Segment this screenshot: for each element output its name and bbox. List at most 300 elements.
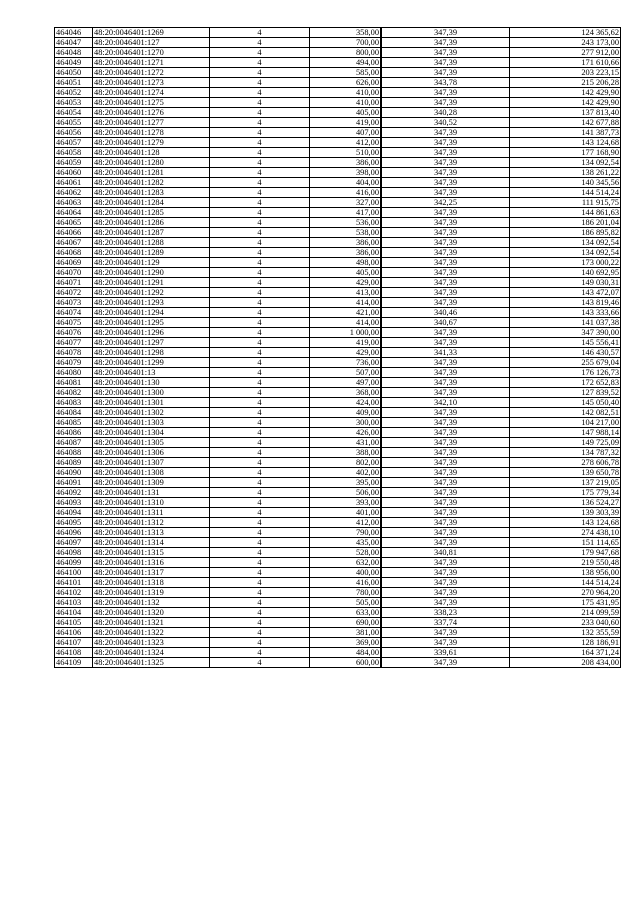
category-cell: 4	[210, 448, 310, 458]
row-number-cell: 464055	[55, 118, 93, 128]
category-cell: 4	[210, 98, 310, 108]
row-number-cell: 464083	[55, 398, 93, 408]
area-cell: 536,00	[310, 218, 381, 228]
cadastral-value-cell: 277 912,00	[510, 48, 621, 58]
category-cell: 4	[210, 368, 310, 378]
cadastral-number-cell: 48:20:0046401:1282	[93, 178, 210, 188]
rate-cell: 347,39	[382, 408, 510, 418]
cadastral-value-cell: 145 556,41	[510, 338, 621, 348]
cadastral-value-cell: 144 861,63	[510, 208, 621, 218]
cadastral-number-cell: 48:20:0046401:1286	[93, 218, 210, 228]
rate-cell: 347,39	[382, 28, 510, 38]
rate-cell: 347,39	[382, 158, 510, 168]
category-cell: 4	[210, 418, 310, 428]
category-cell: 4	[210, 218, 310, 228]
row-number-cell: 464090	[55, 468, 93, 478]
table-row	[55, 98, 621, 108]
rate-cell: 342,25	[382, 198, 510, 208]
row-number-cell: 464048	[55, 48, 93, 58]
row-number-cell: 464082	[55, 388, 93, 398]
rate-cell: 341,33	[382, 348, 510, 358]
cadastral-number-cell: 48:20:0046401:1312	[93, 518, 210, 528]
cadastral-number-cell: 48:20:0046401:1280	[93, 158, 210, 168]
table-row	[55, 428, 621, 438]
category-cell: 4	[210, 468, 310, 478]
area-cell: 497,00	[310, 378, 381, 388]
row-number-cell: 464069	[55, 258, 93, 268]
cadastral-value-cell: 138 261,22	[510, 168, 621, 178]
row-number-cell: 464071	[55, 278, 93, 288]
category-cell: 4	[210, 228, 310, 238]
area-cell: 510,00	[310, 148, 381, 158]
table-row	[55, 118, 621, 128]
cadastral-number-cell: 48:20:0046401:1277	[93, 118, 210, 128]
area-cell: 413,00	[310, 288, 381, 298]
cadastral-value-cell: 142 082,51	[510, 408, 621, 418]
area-cell: 800,00	[310, 48, 381, 58]
cadastral-number-cell: 48:20:0046401:128	[93, 148, 210, 158]
rate-cell: 347,39	[382, 458, 510, 468]
table-row	[55, 458, 621, 468]
row-number-cell: 464063	[55, 198, 93, 208]
cadastral-number-cell: 48:20:0046401:1301	[93, 398, 210, 408]
table-row	[55, 438, 621, 448]
row-number-cell: 464078	[55, 348, 93, 358]
category-cell: 4	[210, 48, 310, 58]
category-cell: 4	[210, 628, 310, 638]
area-cell: 421,00	[310, 308, 381, 318]
rate-cell: 347,39	[382, 338, 510, 348]
table-row	[55, 518, 621, 528]
area-cell: 410,00	[310, 88, 381, 98]
area-cell: 505,00	[310, 598, 381, 608]
cadastral-value-cell: 147 988,14	[510, 428, 621, 438]
row-number-cell: 464073	[55, 298, 93, 308]
cadastral-number-cell: 48:20:0046401:1320	[93, 608, 210, 618]
table-row	[55, 468, 621, 478]
table-row	[55, 48, 621, 58]
cadastral-value-cell: 134 092,54	[510, 158, 621, 168]
table-row	[55, 38, 621, 48]
cadastral-number-cell: 48:20:0046401:132	[93, 598, 210, 608]
cadastral-value-cell: 270 964,20	[510, 588, 621, 598]
area-cell: 632,00	[310, 558, 381, 568]
cadastral-number-cell: 48:20:0046401:1289	[93, 248, 210, 258]
category-cell: 4	[210, 568, 310, 578]
table-row	[55, 328, 621, 338]
cadastral-value-cell: 164 371,24	[510, 648, 621, 658]
cadastral-value-cell: 141 387,73	[510, 128, 621, 138]
category-cell: 4	[210, 308, 310, 318]
row-number-cell: 464091	[55, 478, 93, 488]
cadastral-number-cell: 48:20:0046401:13	[93, 368, 210, 378]
row-number-cell: 464079	[55, 358, 93, 368]
category-cell: 4	[210, 378, 310, 388]
row-number-cell: 464067	[55, 238, 93, 248]
category-cell: 4	[210, 268, 310, 278]
cadastral-number-cell: 48:20:0046401:1297	[93, 338, 210, 348]
row-number-cell: 464074	[55, 308, 93, 318]
table-row	[55, 448, 621, 458]
cadastral-number-cell: 48:20:0046401:129	[93, 258, 210, 268]
cadastral-number-cell: 48:20:0046401:1278	[93, 128, 210, 138]
row-number-cell: 464076	[55, 328, 93, 338]
cadastral-value-cell: 151 114,65	[510, 538, 621, 548]
cadastral-value-cell: 255 679,04	[510, 358, 621, 368]
cadastral-value-cell: 139 303,39	[510, 508, 621, 518]
rate-cell: 347,39	[382, 508, 510, 518]
table-row	[55, 628, 621, 638]
table-row	[55, 488, 621, 498]
rate-cell: 337,74	[382, 618, 510, 628]
category-cell: 4	[210, 438, 310, 448]
cadastral-number-cell: 48:20:0046401:1323	[93, 638, 210, 648]
cadastral-value-cell: 146 430,57	[510, 348, 621, 358]
cadastral-number-cell: 48:20:0046401:1322	[93, 628, 210, 638]
area-cell: 802,00	[310, 458, 381, 468]
row-number-cell: 464049	[55, 58, 93, 68]
cadastral-number-cell: 48:20:0046401:1315	[93, 548, 210, 558]
cadastral-number-cell: 48:20:0046401:1269	[93, 28, 210, 38]
cadastral-value-cell: 132 355,59	[510, 628, 621, 638]
area-cell: 484,00	[310, 648, 381, 658]
table-row	[55, 538, 621, 548]
cadastral-number-cell: 48:20:0046401:1284	[93, 198, 210, 208]
cadastral-value-cell: 143 124,68	[510, 518, 621, 528]
cadastral-value-cell: 179 947,68	[510, 548, 621, 558]
row-number-cell: 464058	[55, 148, 93, 158]
area-cell: 369,00	[310, 638, 381, 648]
cadastral-value-cell: 186 201,04	[510, 218, 621, 228]
table-row	[55, 418, 621, 428]
cadastral-value-cell: 278 606,78	[510, 458, 621, 468]
area-cell: 700,00	[310, 38, 381, 48]
cadastral-value-cell: 143 333,66	[510, 308, 621, 318]
cadastral-number-cell: 48:20:0046401:127	[93, 38, 210, 48]
rate-cell: 347,39	[382, 168, 510, 178]
row-number-cell: 464096	[55, 528, 93, 538]
category-cell: 4	[210, 608, 310, 618]
cadastral-number-cell: 48:20:0046401:1291	[93, 278, 210, 288]
row-number-cell: 464100	[55, 568, 93, 578]
area-cell: 417,00	[310, 208, 381, 218]
row-number-cell: 464066	[55, 228, 93, 238]
category-cell: 4	[210, 318, 310, 328]
category-cell: 4	[210, 508, 310, 518]
area-cell: 780,00	[310, 588, 381, 598]
cadastral-number-cell: 48:20:0046401:1321	[93, 618, 210, 628]
area-cell: 507,00	[310, 368, 381, 378]
area-cell: 386,00	[310, 248, 381, 258]
row-number-cell: 464052	[55, 88, 93, 98]
row-number-cell: 464075	[55, 318, 93, 328]
cadastral-value-cell: 347 390,00	[510, 328, 621, 338]
cadastral-number-cell: 48:20:0046401:1314	[93, 538, 210, 548]
cadastral-value-cell: 145 050,40	[510, 398, 621, 408]
cadastral-number-cell: 48:20:0046401:1324	[93, 648, 210, 658]
area-cell: 410,00	[310, 98, 381, 108]
cadastral-number-cell: 48:20:0046401:1317	[93, 568, 210, 578]
table-row	[55, 208, 621, 218]
area-cell: 435,00	[310, 538, 381, 548]
table-row	[55, 138, 621, 148]
category-cell: 4	[210, 328, 310, 338]
table-row	[55, 28, 621, 38]
cadastral-value-cell: 128 186,91	[510, 638, 621, 648]
rate-cell: 347,39	[382, 538, 510, 548]
rate-cell: 347,39	[382, 498, 510, 508]
area-cell: 426,00	[310, 428, 381, 438]
category-cell: 4	[210, 158, 310, 168]
row-number-cell: 464047	[55, 38, 93, 48]
rate-cell: 347,39	[382, 128, 510, 138]
table-row	[55, 528, 621, 538]
row-number-cell: 464097	[55, 538, 93, 548]
category-cell: 4	[210, 128, 310, 138]
cadastral-value-cell: 175 431,95	[510, 598, 621, 608]
cadastral-value-cell: 138 956,00	[510, 568, 621, 578]
row-number-cell: 464102	[55, 588, 93, 598]
area-cell: 431,00	[310, 438, 381, 448]
category-cell: 4	[210, 188, 310, 198]
category-cell: 4	[210, 58, 310, 68]
rate-cell: 347,39	[382, 368, 510, 378]
cadastral-value-cell: 104 217,00	[510, 418, 621, 428]
cadastral-value-cell: 134 092,54	[510, 238, 621, 248]
table-row	[55, 548, 621, 558]
area-cell: 412,00	[310, 138, 381, 148]
rate-cell: 347,39	[382, 98, 510, 108]
cadastral-value-cell: 149 030,31	[510, 278, 621, 288]
cadastral-number-cell: 48:20:0046401:1313	[93, 528, 210, 538]
rate-cell: 347,39	[382, 598, 510, 608]
row-number-cell: 464086	[55, 428, 93, 438]
row-number-cell: 464051	[55, 78, 93, 88]
table-row	[55, 358, 621, 368]
table-row	[55, 618, 621, 628]
cadastral-number-cell: 48:20:0046401:1279	[93, 138, 210, 148]
area-cell: 416,00	[310, 578, 381, 588]
table-row	[55, 188, 621, 198]
table-row	[55, 108, 621, 118]
cadastral-value-cell: 186 895,82	[510, 228, 621, 238]
cadastral-value-cell: 143 124,68	[510, 138, 621, 148]
area-cell: 790,00	[310, 528, 381, 538]
category-cell: 4	[210, 398, 310, 408]
row-number-cell: 464084	[55, 408, 93, 418]
category-cell: 4	[210, 538, 310, 548]
cadastral-number-cell: 48:20:0046401:1304	[93, 428, 210, 438]
cadastral-value-cell: 172 652,83	[510, 378, 621, 388]
cadastral-value-cell: 243 173,00	[510, 38, 621, 48]
category-cell: 4	[210, 548, 310, 558]
row-number-cell: 464106	[55, 628, 93, 638]
cadastral-number-cell: 48:20:0046401:1294	[93, 308, 210, 318]
rate-cell: 347,39	[382, 488, 510, 498]
rate-cell: 347,39	[382, 358, 510, 368]
cadastral-number-cell: 48:20:0046401:1287	[93, 228, 210, 238]
rate-cell: 347,39	[382, 558, 510, 568]
cadastral-value-cell: 171 610,66	[510, 58, 621, 68]
cadastral-number-cell: 48:20:0046401:1311	[93, 508, 210, 518]
cadastral-value-cell: 136 524,27	[510, 498, 621, 508]
row-number-cell: 464061	[55, 178, 93, 188]
cadastral-value-cell: 219 550,48	[510, 558, 621, 568]
table-row	[55, 338, 621, 348]
cadastral-value-cell: 140 692,95	[510, 268, 621, 278]
rate-cell: 339,61	[382, 648, 510, 658]
table-row	[55, 58, 621, 68]
area-cell: 690,00	[310, 618, 381, 628]
rate-cell: 347,39	[382, 628, 510, 638]
area-cell: 429,00	[310, 348, 381, 358]
row-number-cell: 464050	[55, 68, 93, 78]
cadastral-value-cell: 134 787,32	[510, 448, 621, 458]
cadastral-value-cell: 143 819,46	[510, 298, 621, 308]
cadastral-number-cell: 48:20:0046401:1325	[93, 658, 210, 668]
cadastral-number-cell: 48:20:0046401:1296	[93, 328, 210, 338]
row-number-cell: 464070	[55, 268, 93, 278]
category-cell: 4	[210, 68, 310, 78]
category-cell: 4	[210, 118, 310, 128]
cadastral-value-cell: 137 219,05	[510, 478, 621, 488]
table-row	[55, 218, 621, 228]
row-number-cell: 464099	[55, 558, 93, 568]
category-cell: 4	[210, 78, 310, 88]
area-cell: 405,00	[310, 108, 381, 118]
category-cell: 4	[210, 28, 310, 38]
row-number-cell: 464062	[55, 188, 93, 198]
cadastral-value-cell: 149 725,09	[510, 438, 621, 448]
cadastral-value-cell: 142 429,90	[510, 98, 621, 108]
cadastral-number-cell: 48:20:0046401:1272	[93, 68, 210, 78]
rate-cell: 347,39	[382, 48, 510, 58]
table-row	[55, 398, 621, 408]
category-cell: 4	[210, 488, 310, 498]
cadastral-number-cell: 48:20:0046401:1299	[93, 358, 210, 368]
cadastral-number-cell: 48:20:0046401:1281	[93, 168, 210, 178]
rate-cell: 347,39	[382, 258, 510, 268]
row-number-cell: 464080	[55, 368, 93, 378]
table-row	[55, 578, 621, 588]
cadastral-value-cell: 144 514,24	[510, 188, 621, 198]
table-row	[55, 268, 621, 278]
cadastral-number-cell: 48:20:0046401:1306	[93, 448, 210, 458]
cadastral-number-cell: 48:20:0046401:1305	[93, 438, 210, 448]
row-number-cell: 464068	[55, 248, 93, 258]
rate-cell: 347,39	[382, 448, 510, 458]
cadastral-value-cell: 142 677,88	[510, 118, 621, 128]
area-cell: 405,00	[310, 268, 381, 278]
cadastral-number-cell: 48:20:0046401:1316	[93, 558, 210, 568]
category-cell: 4	[210, 638, 310, 648]
category-cell: 4	[210, 108, 310, 118]
table-row	[55, 148, 621, 158]
area-cell: 412,00	[310, 518, 381, 528]
rate-cell: 347,39	[382, 188, 510, 198]
row-number-cell: 464105	[55, 618, 93, 628]
cadastral-number-cell: 48:20:0046401:1270	[93, 48, 210, 58]
area-cell: 409,00	[310, 408, 381, 418]
cadastral-number-cell: 48:20:0046401:1300	[93, 388, 210, 398]
rate-cell: 347,39	[382, 658, 510, 668]
row-number-cell: 464060	[55, 168, 93, 178]
rate-cell: 347,39	[382, 518, 510, 528]
rate-cell: 347,39	[382, 178, 510, 188]
row-number-cell: 464108	[55, 648, 93, 658]
rate-cell: 347,39	[382, 388, 510, 398]
cadastral-number-cell: 48:20:0046401:1303	[93, 418, 210, 428]
rate-cell: 347,39	[382, 638, 510, 648]
row-number-cell: 464064	[55, 208, 93, 218]
rate-cell: 340,81	[382, 548, 510, 558]
area-cell: 400,00	[310, 568, 381, 578]
area-cell: 528,00	[310, 548, 381, 558]
cadastral-number-cell: 48:20:0046401:1276	[93, 108, 210, 118]
table-row	[55, 588, 621, 598]
table-row	[55, 308, 621, 318]
category-cell: 4	[210, 338, 310, 348]
cadastral-number-cell: 48:20:0046401:1271	[93, 58, 210, 68]
area-cell: 300,00	[310, 418, 381, 428]
area-cell: 419,00	[310, 338, 381, 348]
category-cell: 4	[210, 388, 310, 398]
row-number-cell: 464092	[55, 488, 93, 498]
area-cell: 358,00	[310, 28, 381, 38]
table-row	[55, 658, 621, 668]
category-cell: 4	[210, 528, 310, 538]
category-cell: 4	[210, 358, 310, 368]
category-cell: 4	[210, 558, 310, 568]
rate-cell: 347,39	[382, 238, 510, 248]
cadastral-number-cell: 48:20:0046401:1308	[93, 468, 210, 478]
category-cell: 4	[210, 618, 310, 628]
table-row	[55, 408, 621, 418]
cadastral-number-cell: 48:20:0046401:131	[93, 488, 210, 498]
category-cell: 4	[210, 278, 310, 288]
rate-cell: 347,39	[382, 578, 510, 588]
rate-cell: 347,39	[382, 268, 510, 278]
cadastral-value-cell: 111 915,75	[510, 198, 621, 208]
cadastral-number-cell: 48:20:0046401:1319	[93, 588, 210, 598]
row-number-cell: 464057	[55, 138, 93, 148]
rate-cell: 342,10	[382, 398, 510, 408]
category-cell: 4	[210, 408, 310, 418]
table-row	[55, 88, 621, 98]
category-cell: 4	[210, 288, 310, 298]
row-number-cell: 464065	[55, 218, 93, 228]
category-cell: 4	[210, 168, 310, 178]
table-row	[55, 288, 621, 298]
table-row	[55, 388, 621, 398]
area-cell: 736,00	[310, 358, 381, 368]
rate-cell: 347,39	[382, 418, 510, 428]
rate-cell: 347,39	[382, 58, 510, 68]
rate-cell: 347,39	[382, 298, 510, 308]
table-row	[55, 598, 621, 608]
table-row	[55, 68, 621, 78]
cadastral-value-cell: 139 650,78	[510, 468, 621, 478]
cadastral-number-cell: 48:20:0046401:1275	[93, 98, 210, 108]
table-row	[55, 368, 621, 378]
category-cell: 4	[210, 648, 310, 658]
rate-cell: 347,39	[382, 468, 510, 478]
row-number-cell: 464072	[55, 288, 93, 298]
area-cell: 419,00	[310, 118, 381, 128]
row-number-cell: 464087	[55, 438, 93, 448]
cadastral-value-cell: 142 429,90	[510, 88, 621, 98]
row-number-cell: 464088	[55, 448, 93, 458]
